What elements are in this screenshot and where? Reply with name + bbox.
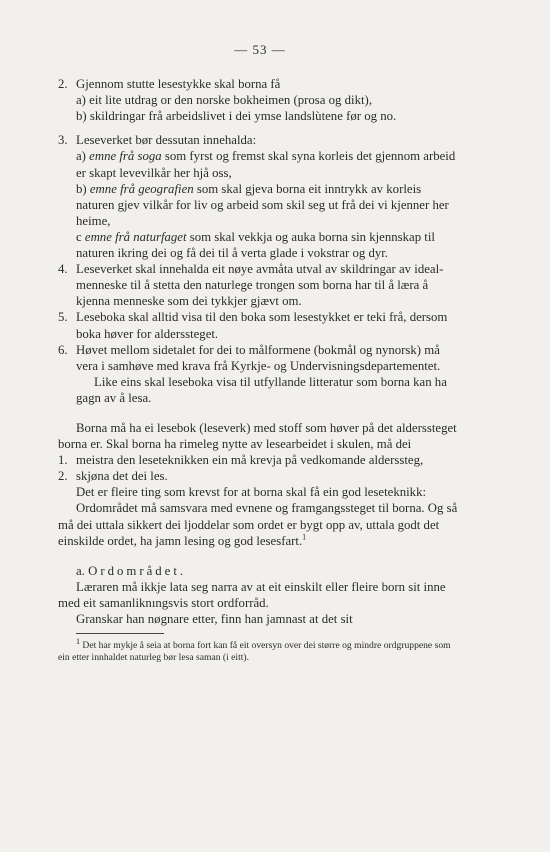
paragraph-fleire: Det er fleire ting som krevst for at borna skal få ein god leseteknikk: [76, 485, 427, 500]
list-number: 4. [58, 262, 68, 277]
list-item-5 [58, 309, 462, 341]
section-heading: a. Ordområdet. [76, 563, 187, 578]
paragraph-laeraren: Læraren må ikkje lata seg narra av at eit einskilt eller fleire born sit inne med eit samanliknıngsvis stort ordforråd. [58, 579, 446, 610]
paragraph-litteratur: Like eins skal leseboka visa til utfyllande litteratur som borna kan ha gagn av å lesa. [76, 374, 447, 405]
emphasis: emne frå soga [89, 149, 162, 164]
list-body: Leseboka skal alltid visa til den boka som lesestykket er teki frå, dersom boka høver for alderssteget. [76, 310, 448, 341]
paragraph-borna: Borna må ha ei lesebok (leseverk) med stoff som høver på det alderssteget borna er. Skal borna ha rimeleg nytte av lesearbeidet i skulen, må dei [58, 420, 457, 452]
sub-item-c: c emne frå naturfaget som skal vekkja og auka borna sin kjennskap til naturen ikring dei og få dei til å verta glade i vokstrar og dyr. [76, 229, 435, 261]
sub-item-a: a) eit lite utdrag or den norske bokheimen (prosa og dikt), [76, 93, 373, 108]
list-number: 3. [58, 133, 68, 148]
emphasis: emne frå naturfaget [84, 229, 187, 244]
footnote-divider [76, 633, 164, 634]
footnote: $^1$ Det har mykje å seia at borna fort kan få eit oversyn over dei større og mindre ordgruppene som ein etter innhaldet naturleg bør lesa saman (i eitt). [58, 636, 451, 664]
sub-item-a: a) emne frå soga som fyrst og fremst skal syna korleis det gjennom arbeid er skapt levevilkår her hjå oss, [76, 149, 456, 180]
sub-item-b: b) skildringar frå arbeidslivet i dei ymse landslùtene før og no. [76, 109, 397, 124]
list-number: 5. [58, 310, 68, 325]
list2-item-1: 1. meistra den leseteknikken ein må krevja på vedkomande alderssteg, [58, 453, 424, 468]
list-body: Leseverket skal innehalda eit nøye avmåta utval av skildringar av ideal-menneske til å stetta den naturlege trongen som borna har til å læra å kjenna menneske som dei tykkjer gjævt om. [76, 262, 444, 309]
list2-item-2: 2. skjøna det dei les. [58, 469, 168, 484]
list-item-6 [58, 342, 462, 374]
page-number: — 53 — [234, 42, 286, 57]
list-item-4 [58, 261, 462, 309]
list-number: 2. [58, 77, 68, 92]
list-intro: Gjennom stutte lesestykke skal borna få [76, 77, 281, 92]
list-intro: Leseverket bør dessutan innehalda: [76, 133, 257, 148]
list-item-2 [58, 76, 462, 124]
list-body: Høvet mellom sidetalet for dei to målformene (bokmål og nynorsk) må vera i samhøve med krava frå Kyrkje- og Undervisningsdepartementet. [76, 342, 441, 373]
footnote-ref: 1 [302, 532, 307, 542]
paragraph-granskar: Granskar han nøgnare etter, finn han jamnast at det sit [76, 612, 353, 626]
list-number: 6. [58, 342, 68, 357]
emphasis: emne frå geografien [89, 181, 194, 196]
sub-item-b: b) emne frå geografien som skal gjeva borna eit inntrykk av korleis naturen gjev vilkår for liv og arbeid som skil seg ut frå dei vi kjenner her heime, [76, 181, 449, 228]
paragraph-ordomradet: Ordområdet må samsvara med evnene og framgangssteget til borna. Og så må dei uttala sikkert dei ljoddelar som ordet er bygt opp av, uttala godt det einskilde ordet, ha jamn lesing og god lesesfart.$^1$ [58, 501, 458, 548]
list-item-3 [58, 132, 462, 261]
